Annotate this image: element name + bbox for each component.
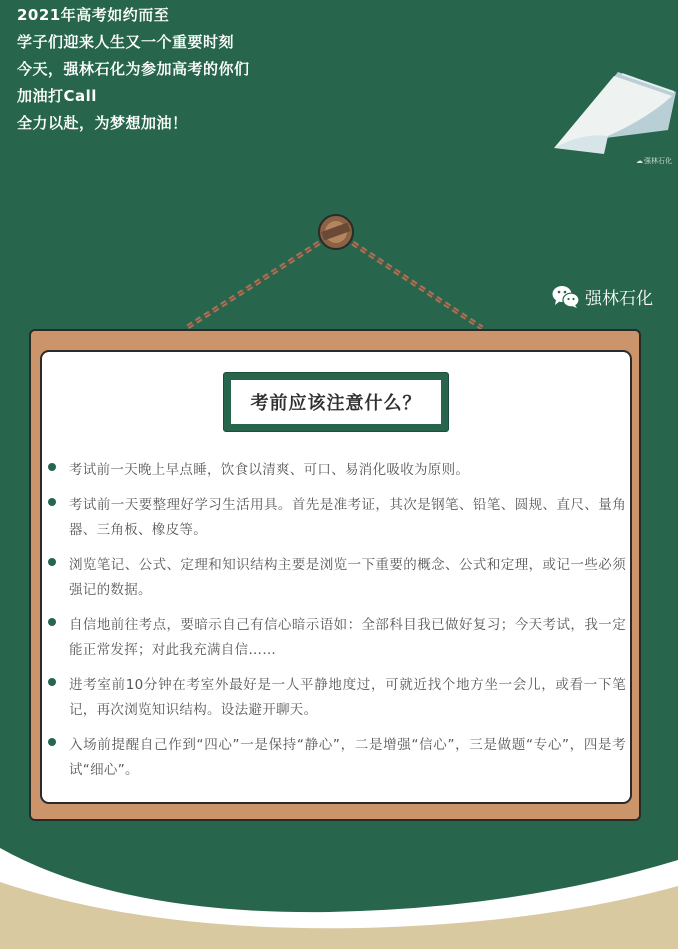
watermark-text: 强林石化 [644, 157, 672, 165]
tips-list [46, 458, 626, 793]
list-item [46, 733, 626, 783]
bullet-dot [48, 738, 56, 746]
list-item [46, 673, 626, 723]
wechat-icon [552, 285, 580, 309]
bullet-dot [48, 558, 56, 566]
bullet-dot [48, 498, 56, 506]
paper-sheets-illustration [548, 62, 678, 162]
tip-text: 浏览笔记、公式、定理和知识结构主要是浏览一下重要的概念、公式和定理，或记一些必须强记的数据。 [69, 557, 626, 598]
brand-name: 强林石化 [585, 289, 653, 309]
board-title-inner [231, 380, 441, 424]
intro-line: 2021年高考如约而至 [17, 6, 170, 24]
bullet-dot [48, 463, 56, 471]
tip-text: 进考室前10分钟在考室外最好是一人平静地度过，可就近找个地方坐一会儿，或看一下笔记，再次浏览知识结构。设法避开聊天。 [69, 677, 626, 718]
intro-line: 学子们迎来人生又一个重要时刻 [17, 33, 235, 51]
list-item [46, 553, 626, 603]
bullet-dot [48, 618, 56, 626]
intro-line: 全力以赴，为梦想加油！ [17, 114, 188, 132]
watermark [636, 156, 672, 166]
intro-text [17, 2, 250, 137]
board-title: 考前应该注意什么？ [250, 393, 422, 414]
wechat-icon: ☁ [636, 157, 643, 165]
tip-text: 考试前一天要整理好学习生活用具。首先是准考证，其次是钢笔、铅笔、圆规、直尺、量角器、三角板、橡皮等。 [69, 497, 626, 538]
list-item [46, 458, 626, 483]
list-item [46, 493, 626, 543]
tip-text: 入场前提醒自己作到“四心”一是保持“静心”，二是增强“信心”，三是做题“专心”，四是考试“细心”。 [69, 737, 626, 778]
bullet-dot [48, 678, 56, 686]
hanging-rope [0, 200, 678, 335]
tip-text: 自信地前往考点，要暗示自己有信心暗示语如：全部科目我已做好复习；今天考试，我一定能正常发挥；对此我充满自信…… [69, 617, 626, 658]
list-item [46, 613, 626, 663]
board-title-box [223, 372, 449, 432]
bottom-wave-decoration [0, 820, 678, 949]
brand-label [552, 284, 653, 309]
tip-text: 考试前一天晚上早点睡，饮食以清爽、可口、易消化吸收为原则。 [69, 462, 470, 478]
intro-line: 加油打Call [17, 87, 97, 105]
intro-line: 今天，强林石化为参加高考的你们 [17, 60, 250, 78]
